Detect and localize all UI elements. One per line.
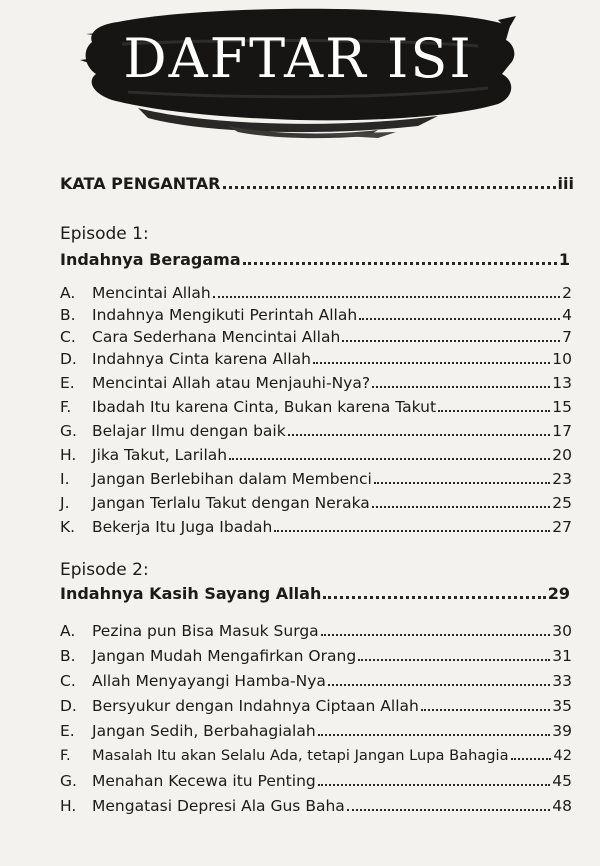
toc-entry-e2-b[interactable] bbox=[60, 647, 572, 665]
toc-entry-letter: B. bbox=[60, 306, 76, 324]
toc-page-number: 20 bbox=[552, 446, 572, 464]
toc-entry-label: Jangan Mudah Mengafirkan Orang bbox=[92, 647, 357, 665]
toc-entry-e2-c[interactable] bbox=[60, 672, 572, 690]
toc-page-number: 1 bbox=[558, 250, 570, 269]
toc-page-number: 2 bbox=[562, 284, 572, 302]
dot-leader bbox=[321, 634, 551, 636]
toc-entry-label: Indahnya Beragama bbox=[60, 250, 241, 269]
toc-entry-e1-c[interactable] bbox=[60, 328, 572, 346]
dot-leader bbox=[372, 506, 550, 508]
toc-page-number: 42 bbox=[553, 747, 572, 764]
toc-entry-label: Mencintai Allah bbox=[92, 284, 211, 302]
toc-entry-letter: K. bbox=[60, 518, 76, 536]
toc-entry-letter: H. bbox=[60, 797, 77, 815]
dot-leader bbox=[213, 296, 560, 298]
toc-page-number: 10 bbox=[552, 350, 572, 368]
dot-leader bbox=[318, 784, 551, 786]
toc-entry-e1-g[interactable] bbox=[60, 422, 572, 440]
toc-entry-label: Jangan Sedih, Berbahagialah bbox=[92, 722, 316, 740]
toc-page-number: 45 bbox=[552, 772, 572, 790]
dot-leader bbox=[229, 458, 550, 460]
toc-entry-label: Jika Takut, Larilah bbox=[92, 446, 228, 464]
toc-entry-letter: G. bbox=[60, 422, 77, 440]
toc-entry-episode-1[interactable] bbox=[60, 250, 570, 269]
toc-entry-kata-pengantar[interactable] bbox=[60, 174, 574, 193]
dot-leader bbox=[342, 340, 560, 342]
toc-page-number: 13 bbox=[552, 374, 572, 392]
dot-leader bbox=[328, 684, 550, 686]
dot-leader bbox=[374, 482, 550, 484]
toc-entry-label: Jangan Terlalu Takut dengan Neraka bbox=[92, 494, 370, 512]
toc-page-number: 23 bbox=[552, 470, 572, 488]
toc-entry-letter: D. bbox=[60, 697, 77, 715]
dot-leader bbox=[359, 318, 560, 320]
toc-entry-letter: C. bbox=[60, 672, 76, 690]
toc-entry-e2-h[interactable] bbox=[60, 797, 572, 815]
dot-leader bbox=[313, 362, 550, 364]
toc-page-number: 30 bbox=[552, 622, 572, 640]
toc-entry-e2-e[interactable] bbox=[60, 722, 572, 740]
dot-leader bbox=[323, 596, 545, 599]
toc-entry-label: Mengatasi Depresi Ala Gus Baha bbox=[92, 797, 345, 815]
toc-entry-letter: A. bbox=[60, 622, 76, 640]
toc-page-number: 27 bbox=[552, 518, 572, 536]
dot-leader bbox=[274, 530, 550, 532]
toc-entry-letter: J. bbox=[60, 494, 70, 512]
dot-leader bbox=[438, 410, 550, 412]
page-title: DAFTAR ISI bbox=[123, 27, 473, 90]
dot-leader bbox=[347, 809, 550, 811]
toc-page-number: 17 bbox=[552, 422, 572, 440]
toc-entry-letter: E. bbox=[60, 722, 75, 740]
toc-entry-e1-k[interactable] bbox=[60, 518, 572, 536]
toc-entry-episode-2[interactable] bbox=[60, 584, 570, 603]
toc-entry-e1-h[interactable] bbox=[60, 446, 572, 464]
toc-entry-label: Bersyukur dengan Indahnya Ciptaan Allah bbox=[92, 697, 419, 715]
dot-leader bbox=[511, 758, 552, 760]
episode-label: Episode 1: bbox=[60, 224, 149, 244]
toc-entry-label: Mencintai Allah atau Menjauhi-Nya? bbox=[92, 374, 371, 392]
toc-entry-label: Indahnya Kasih Sayang Allah bbox=[60, 584, 322, 603]
episode-label: Episode 2: bbox=[60, 560, 149, 580]
toc-entry-e1-j[interactable] bbox=[60, 494, 572, 512]
toc-entry-label: Ibadah Itu karena Cinta, Bukan karena Takut bbox=[92, 398, 437, 416]
toc-page-number: 29 bbox=[547, 584, 570, 603]
toc-entry-e2-a[interactable] bbox=[60, 622, 572, 640]
toc-page-number: 39 bbox=[552, 722, 572, 740]
toc-entry-label: KATA PENGANTAR bbox=[60, 174, 221, 193]
dot-leader bbox=[358, 659, 550, 661]
dot-leader bbox=[421, 709, 550, 711]
toc-entry-letter: I. bbox=[60, 470, 70, 488]
toc-entry-letter: A. bbox=[60, 284, 76, 302]
toc-entry-label: Pezina pun Bisa Masuk Surga bbox=[92, 622, 319, 640]
dot-leader bbox=[243, 262, 557, 265]
toc-entry-letter: D. bbox=[60, 350, 77, 368]
toc-page-number: 15 bbox=[552, 398, 572, 416]
toc-entry-label: Indahnya Mengikuti Perintah Allah bbox=[92, 306, 358, 324]
toc-entry-e1-d[interactable] bbox=[60, 350, 572, 368]
dot-leader bbox=[223, 186, 556, 189]
toc-entry-letter: F. bbox=[60, 398, 72, 416]
toc-entry-letter: B. bbox=[60, 647, 76, 665]
toc-page-number: 31 bbox=[552, 647, 572, 665]
dot-leader bbox=[318, 734, 551, 736]
toc-entry-label: Menahan Kecewa itu Penting bbox=[92, 772, 316, 790]
toc-entry-letter: C. bbox=[60, 328, 76, 346]
toc-entry-e1-a[interactable] bbox=[60, 284, 572, 302]
toc-entry-label: Jangan Berlebihan dalam Membenci bbox=[92, 470, 372, 488]
toc-page-number: 35 bbox=[552, 697, 572, 715]
toc-entry-label: Indahnya Cinta karena Allah bbox=[92, 350, 311, 368]
toc-entry-e2-f[interactable] bbox=[60, 747, 572, 764]
toc-entry-label: Belajar Ilmu dengan baik bbox=[92, 422, 286, 440]
toc-entry-letter: G. bbox=[60, 772, 77, 790]
toc-entry-e2-g[interactable] bbox=[60, 772, 572, 790]
dot-leader bbox=[288, 434, 551, 436]
toc-entry-letter: F. bbox=[60, 747, 71, 764]
toc-entry-e1-i[interactable] bbox=[60, 470, 572, 488]
toc-entry-label: Allah Menyayangi Hamba-Nya bbox=[92, 672, 326, 690]
toc-entry-label: Bekerja Itu Juga Ibadah bbox=[92, 518, 273, 536]
toc-page-number: 25 bbox=[552, 494, 572, 512]
dot-leader bbox=[372, 386, 550, 388]
toc-entry-label: Masalah Itu akan Selalu Ada, tetapi Jangan Lupa Bahagia bbox=[92, 747, 509, 764]
toc-page-number: iii bbox=[557, 174, 574, 193]
toc-entry-e1-f[interactable] bbox=[60, 398, 572, 416]
toc-page-number: 4 bbox=[562, 306, 572, 324]
toc-entry-letter: H. bbox=[60, 446, 77, 464]
toc-page-number: 48 bbox=[552, 797, 572, 815]
toc-page-number: 33 bbox=[552, 672, 572, 690]
title-banner bbox=[78, 4, 518, 142]
toc-page-number: 7 bbox=[562, 328, 572, 346]
toc-entry-e1-e[interactable] bbox=[60, 374, 572, 392]
toc-entry-e1-b[interactable] bbox=[60, 306, 572, 324]
toc-entry-label: Cara Sederhana Mencintai Allah bbox=[92, 328, 341, 346]
toc-entry-letter: E. bbox=[60, 374, 75, 392]
toc-entry-e2-d[interactable] bbox=[60, 697, 572, 715]
